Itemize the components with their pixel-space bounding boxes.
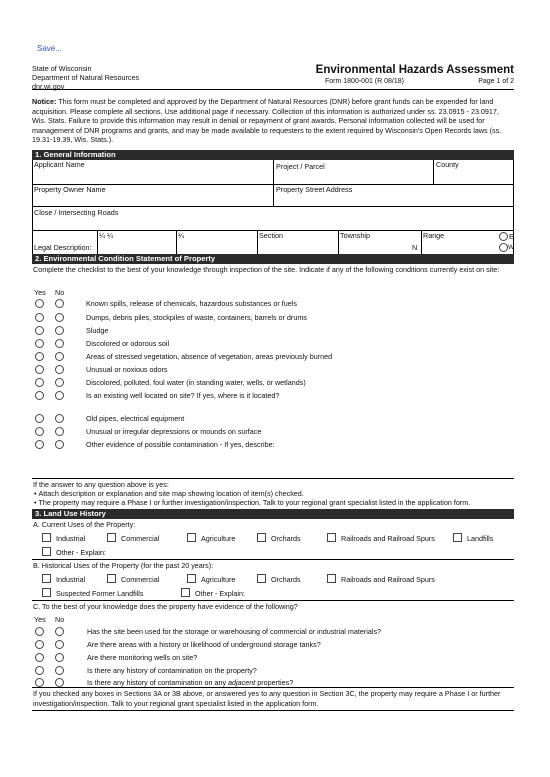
checkbox[interactable]: [107, 533, 116, 542]
current-landfills-option[interactable]: [453, 533, 462, 544]
checkbox[interactable]: [187, 533, 196, 542]
header-divider: [32, 89, 514, 90]
divider: [32, 478, 514, 479]
quarter-quarter-label: ¼ ¼: [99, 231, 113, 240]
option-label: Orchards: [271, 575, 301, 584]
well-location-input[interactable]: [86, 400, 512, 412]
evidence-no-radio[interactable]: [55, 653, 64, 662]
condition-no-radio[interactable]: [55, 378, 64, 387]
divider: [257, 230, 258, 254]
checkbox[interactable]: [327, 574, 336, 583]
current-orchards-option[interactable]: [257, 533, 266, 544]
divider: [32, 206, 514, 207]
question-emphasis: adjacent: [228, 678, 256, 687]
divider: [338, 230, 339, 254]
divider: [273, 160, 274, 184]
street-address-input[interactable]: [275, 194, 513, 205]
no-column-label: No: [55, 615, 65, 624]
condition-yes-radio[interactable]: [35, 352, 44, 361]
project-parcel-input[interactable]: [275, 171, 432, 183]
option-label: Industrial: [56, 534, 86, 543]
owner-name-label: Property Owner Name: [34, 185, 106, 194]
checkbox[interactable]: [181, 588, 190, 597]
agency-department: Department of Natural Resources: [32, 73, 140, 82]
notice-paragraph: [32, 97, 514, 145]
condition-no-radio[interactable]: [55, 365, 64, 374]
quarter-input[interactable]: [178, 241, 256, 253]
option-label: Railroads and Railroad Spurs: [341, 534, 435, 543]
option-label: Agriculture: [201, 534, 236, 543]
condition-no-radio[interactable]: [55, 391, 64, 400]
evidence-question-label: Are there monitoring wells on site?: [87, 653, 198, 662]
agency-state: State of Wisconsin: [32, 64, 92, 73]
condition-yes-radio[interactable]: [35, 391, 44, 400]
divider: [433, 160, 434, 184]
section-3-footer: If you checked any boxes in Sections 3A or 3B above, or answered yes to any question in Section 3C, the property may require a Phase I or further investigation/inspection. Talk to your regional grant specialist listed in the application form.: [33, 689, 501, 708]
condition-yes-radio[interactable]: [35, 414, 44, 423]
current-industrial-option[interactable]: [42, 533, 51, 544]
close-roads-input[interactable]: [33, 217, 513, 229]
divider: [273, 184, 274, 206]
bullet-1-text: Attach description or explanation and site map showing location of item(s) checked.: [38, 489, 304, 498]
suspected-landfills-label: Suspected Former Landfills: [56, 589, 144, 598]
condition-no-radio[interactable]: [55, 299, 64, 308]
condition-question-label: Is an existing well located on site? If yes, where is it located?: [86, 391, 280, 400]
yes-column-label: Yes: [34, 288, 46, 297]
county-input[interactable]: [435, 170, 513, 183]
if-yes-label: If the answer to any question above is yes:: [33, 480, 169, 489]
checkbox[interactable]: [42, 547, 51, 556]
hist-other-option[interactable]: [181, 588, 190, 599]
option-label: Orchards: [271, 534, 301, 543]
condition-yes-radio[interactable]: [35, 427, 44, 436]
county-label: County: [436, 160, 459, 169]
township-input[interactable]: [340, 241, 410, 253]
checkbox[interactable]: [453, 533, 462, 542]
divider: [32, 710, 514, 711]
evidence-question-label: Is there any history of contamination on the property?: [87, 666, 257, 675]
divider: [32, 687, 514, 688]
condition-yes-radio[interactable]: [35, 339, 44, 348]
hist-commercial-option[interactable]: [107, 574, 116, 585]
hist-suspected-landfills-option[interactable]: [42, 588, 51, 599]
current-commercial-option[interactable]: [107, 533, 116, 544]
west-label: W: [508, 244, 515, 251]
condition-yes-radio[interactable]: [35, 365, 44, 374]
condition-question-label: Unusual or noxious odors: [86, 365, 168, 374]
street-address-label: Property Street Address: [276, 185, 353, 194]
bullet-2: • The property may require a Phase I or further investigation/inspection. Talk to your regional grant specialist listed in the application form.: [34, 498, 471, 507]
evidence-no-radio[interactable]: [55, 640, 64, 649]
section-2-intro: Complete the checklist to the best of your knowledge through inspection of the site. Indicate if any of the following conditions currently exist on site:: [33, 265, 500, 274]
hist-railroads-option[interactable]: [327, 574, 336, 585]
condition-question-label: Discolored, polluted, foul water (in standing water, wells, or wetlands): [86, 378, 306, 387]
option-label: Agriculture: [201, 575, 236, 584]
checkbox[interactable]: [257, 574, 266, 583]
east-label: E: [509, 232, 514, 241]
condition-no-radio[interactable]: [55, 313, 64, 322]
divider: [421, 230, 422, 254]
checkbox[interactable]: [42, 574, 51, 583]
hist-orchards-option[interactable]: [257, 574, 266, 585]
condition-yes-radio[interactable]: [35, 299, 44, 308]
bullet-1: • Attach description or explanation and site map showing location of item(s) checked.: [34, 489, 304, 498]
section-1-heading: 1. General Information: [32, 150, 514, 160]
range-label: Range: [423, 231, 445, 240]
hist-industrial-option[interactable]: [42, 574, 51, 585]
legal-description-label: Legal Description:: [34, 243, 92, 252]
condition-yes-radio[interactable]: [35, 378, 44, 387]
evidence-no-radio[interactable]: [55, 678, 64, 687]
condition-question-label: Dumps, debris piles, stockpiles of waste, containers, barrels or drums: [86, 313, 307, 322]
project-parcel-label: Project / Parcel: [276, 162, 325, 171]
evidence-no-radio[interactable]: [55, 666, 64, 675]
question-text: Is there any history of contamination on any: [87, 678, 229, 687]
divider: [176, 230, 177, 254]
evidence-yes-radio[interactable]: [35, 678, 44, 687]
section-input[interactable]: [259, 241, 337, 253]
option-label: Railroads and Railroad Spurs: [341, 575, 435, 584]
option-label: Industrial: [56, 575, 86, 584]
current-other-input[interactable]: [112, 546, 512, 557]
checkbox[interactable]: [42, 533, 51, 542]
applicant-name-label: Applicant Name: [34, 160, 85, 169]
form-number: Form 1800-001 (R 08/18): [325, 78, 404, 85]
option-label: Commercial: [121, 575, 160, 584]
evidence-yes-radio[interactable]: [35, 640, 44, 649]
section-3-heading: 3. Land Use History: [32, 509, 514, 519]
current-other-label: Other - Explain:: [56, 548, 106, 557]
applicant-name-input[interactable]: [33, 170, 272, 183]
north-label: N: [412, 243, 418, 252]
condition-no-radio[interactable]: [55, 326, 64, 335]
section-number-label: Section: [259, 231, 283, 240]
owner-name-input[interactable]: [33, 194, 272, 205]
condition-question-label: Old pipes, electrical equipment: [86, 414, 185, 423]
notice-label: Notice:: [32, 97, 57, 106]
condition-no-radio[interactable]: [55, 440, 64, 449]
evidence-yes-radio[interactable]: [35, 666, 44, 675]
condition-yes-radio[interactable]: [35, 440, 44, 449]
checkbox[interactable]: [107, 574, 116, 583]
west-radio[interactable]: [499, 243, 508, 252]
agency-block: [32, 64, 139, 91]
east-radio[interactable]: [499, 232, 508, 241]
condition-no-radio[interactable]: [55, 427, 64, 436]
condition-question-label: Other evidence of possible contamination - If yes, describe:: [86, 440, 275, 449]
hist-other-label: Other - Explain:: [195, 589, 245, 598]
current-other-option[interactable]: [42, 547, 51, 558]
current-uses-label: A. Current Uses of the Property:: [33, 520, 136, 529]
bullet-2-text: The property may require a Phase I or further investigation/inspection. Talk to your regional grant specialist listed in the application form.: [38, 498, 471, 507]
divider: [32, 600, 514, 601]
evidence-label: C. To the best of your knowledge does the property have evidence of the following?: [33, 602, 298, 611]
divider: [97, 230, 98, 254]
current-railroads-option[interactable]: [327, 533, 336, 544]
no-column-label: No: [55, 288, 65, 297]
hist-agriculture-option[interactable]: [187, 574, 196, 585]
quarter-quarter-input[interactable]: [99, 241, 175, 253]
range-input[interactable]: [423, 241, 497, 253]
question-text: properties?: [255, 678, 294, 687]
divider: [32, 559, 514, 560]
current-agriculture-option[interactable]: [187, 533, 196, 544]
contamination-description-input[interactable]: [86, 450, 512, 476]
evidence-yes-radio[interactable]: [35, 627, 44, 636]
evidence-no-radio[interactable]: [55, 627, 64, 636]
condition-question-label: Areas of stressed vegetation, absence of vegetation, areas previously burned: [86, 352, 333, 361]
checkbox[interactable]: [187, 574, 196, 583]
condition-no-radio[interactable]: [55, 339, 64, 348]
evidence-question-label: Are there areas with a history or likelihood of underground storage tanks?: [87, 640, 321, 649]
township-label: Township: [340, 231, 370, 240]
yes-column-label: Yes: [34, 615, 46, 624]
hist-other-input[interactable]: [252, 587, 512, 598]
option-label: Commercial: [121, 534, 160, 543]
checkbox[interactable]: [327, 533, 336, 542]
evidence-question-label: [87, 678, 293, 687]
condition-question-label: Discolored or odorous soil: [86, 339, 170, 348]
section-2-heading: 2. Environmental Condition Statement of Property: [32, 254, 514, 264]
condition-question-label: Unusual or irregular depressions or mounds on surface: [86, 427, 262, 436]
condition-yes-radio[interactable]: [35, 313, 44, 322]
condition-no-radio[interactable]: [55, 414, 64, 423]
close-roads-label: Close / Intersecting Roads: [34, 208, 119, 217]
form-title: Environmental Hazards Assessment: [315, 64, 514, 76]
checkbox[interactable]: [257, 533, 266, 542]
condition-no-radio[interactable]: [55, 352, 64, 361]
condition-yes-radio[interactable]: [35, 326, 44, 335]
historical-uses-label: B. Historical Uses of the Property (for the past 20 years):: [33, 561, 214, 570]
agency-website: dnr.wi.gov: [32, 82, 65, 91]
checkbox[interactable]: [42, 588, 51, 597]
save-link[interactable]: Save...: [37, 44, 62, 53]
evidence-yes-radio[interactable]: [35, 653, 44, 662]
evidence-question-label: Has the site been used for the storage or warehousing of commercial or industrial materials?: [87, 627, 382, 636]
quarter-label: ¼: [178, 231, 184, 240]
page-number: Page 1 of 2: [478, 78, 514, 85]
option-label: Landfills: [467, 534, 494, 543]
condition-question-label: Sludge: [86, 326, 109, 335]
condition-question-label: Known spills, release of chemicals, hazardous substances or fuels: [86, 299, 297, 308]
notice-text: This form must be completed and approved by the Department of Natural Resources (DNR) before grant funds can be expended for land acquisition. Please complete all sections. Use additional page if necessary. Collection of this information is authorized under ss. 23.0915 - 23.0917, Wis. Stats. Failure to provide this information may result in denial or repayment of grant awards. Personal information collected will be used for management of DNR programs and grants, and may be made available to requesters to the extent required by Wisconsin's Open Records laws (ss. 19.31-19.39, Wis. Stats.).: [32, 97, 502, 145]
